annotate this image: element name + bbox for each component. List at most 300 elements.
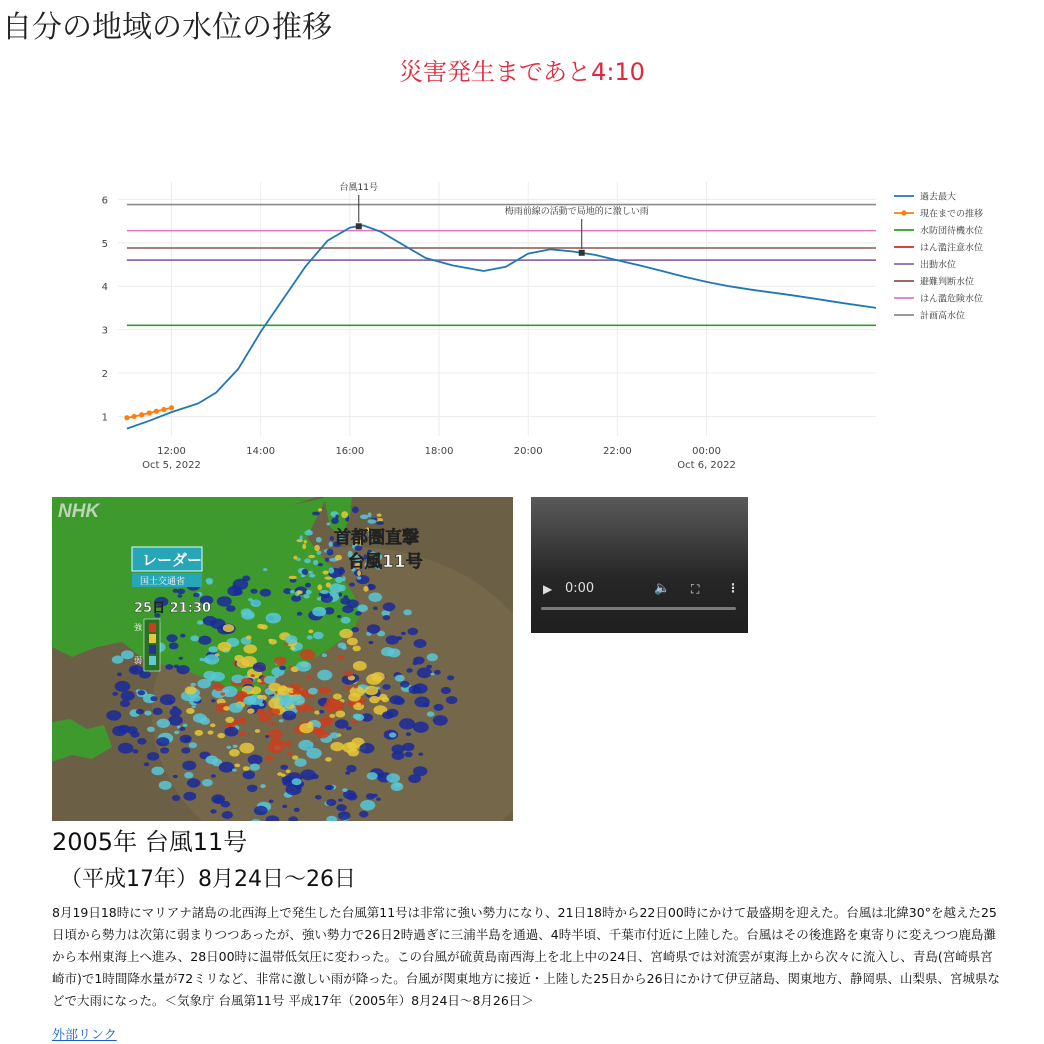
rain-echo	[315, 795, 322, 800]
rain-echo	[180, 634, 185, 638]
rain-echo	[383, 615, 390, 620]
rain-echo	[353, 685, 358, 688]
rain-echo	[223, 624, 234, 632]
rain-echo	[394, 697, 405, 705]
rain-echo	[160, 747, 169, 753]
rain-echo	[257, 695, 263, 699]
y-tick-label: 5	[101, 238, 108, 250]
rain-echo	[369, 696, 380, 703]
rain-echo	[326, 523, 330, 526]
rain-echo	[357, 604, 368, 612]
rain-echo	[183, 724, 188, 727]
radar-source-org: 国土交通省	[140, 577, 186, 587]
rain-echo	[433, 715, 448, 726]
rain-echo	[137, 738, 146, 745]
rain-echo	[225, 717, 234, 723]
rain-echo	[268, 729, 282, 739]
legend-label: 水防団待機水位	[920, 226, 984, 237]
rain-echo	[186, 708, 195, 714]
x-tick-label: 16:00	[335, 446, 365, 457]
rain-echo	[177, 665, 190, 674]
rain-echo	[313, 560, 318, 565]
rain-echo	[447, 675, 454, 680]
rain-echo	[337, 615, 341, 618]
rain-echo	[121, 650, 134, 659]
event-title: 2005年 台風11号	[52, 828, 248, 856]
rain-echo	[165, 664, 173, 670]
rain-echo	[197, 620, 203, 624]
rain-echo	[326, 698, 336, 705]
rain-echo	[190, 635, 199, 641]
rain-echo	[240, 731, 247, 736]
rain-echo	[227, 746, 232, 749]
rain-echo	[301, 769, 316, 780]
radar-source-label: レーダー	[142, 551, 203, 569]
rain-echo	[179, 657, 183, 660]
rain-echo	[193, 593, 200, 598]
rain-echo	[232, 768, 237, 771]
rain-echo	[246, 687, 252, 691]
rain-echo	[235, 764, 241, 768]
rain-echo	[367, 624, 380, 633]
water-level-chart[interactable]	[0, 150, 1000, 470]
rain-echo	[406, 668, 412, 672]
rain-echo	[199, 658, 204, 662]
rain-echo	[290, 647, 295, 651]
rain-echo	[317, 670, 332, 681]
rain-echo	[211, 774, 216, 778]
rain-echo	[307, 635, 313, 639]
rain-echo	[367, 519, 376, 523]
rain-echo	[181, 747, 190, 753]
y-tick-label: 1	[101, 412, 108, 424]
rain-echo	[341, 617, 351, 624]
rain-echo	[268, 742, 284, 753]
rain-echo	[427, 711, 435, 716]
x-tick-label: 14:00	[246, 446, 276, 457]
rain-echo	[359, 811, 368, 818]
rain-echo	[372, 794, 377, 798]
rain-echo	[304, 558, 311, 563]
event-period: （平成17年）8月24日〜26日	[60, 867, 356, 892]
rain-echo	[331, 518, 339, 524]
rain-echo	[117, 673, 122, 677]
rain-echo	[268, 683, 281, 692]
rain-echo	[418, 753, 423, 756]
rain-echo	[208, 646, 218, 653]
rain-echo	[198, 636, 211, 645]
rain-echo	[405, 752, 413, 758]
rain-echo	[392, 744, 405, 753]
rain-echo	[204, 654, 219, 664]
rain-echo	[318, 563, 323, 566]
rain-echo	[144, 762, 150, 766]
rain-echo	[368, 592, 382, 602]
legend-label: 過去最大	[920, 192, 957, 203]
rain-echo	[259, 714, 271, 723]
radar-caption-line2: 台風11号	[348, 552, 423, 572]
rain-echo	[335, 577, 343, 583]
rain-echo	[423, 703, 429, 707]
rain-echo	[153, 708, 163, 715]
rain-echo	[274, 657, 287, 666]
rain-echo	[409, 685, 421, 694]
rain-echo	[297, 612, 303, 616]
rain-echo	[151, 767, 164, 776]
rain-echo	[248, 755, 263, 765]
rain-echo	[150, 696, 157, 701]
rain-echo	[355, 702, 361, 706]
rain-echo	[330, 742, 344, 751]
rain-echo	[281, 774, 286, 777]
rain-echo	[403, 609, 412, 615]
rain-echo	[357, 576, 361, 579]
rain-echo	[347, 638, 358, 646]
rain-echo	[255, 729, 260, 733]
rain-echo	[363, 586, 368, 592]
rain-echo	[305, 583, 311, 588]
rain-echo	[279, 719, 284, 722]
series-line	[127, 225, 876, 428]
legend-label: 出動水位	[920, 260, 957, 271]
rain-echo	[400, 681, 410, 688]
rain-echo	[294, 808, 300, 812]
rain-echo	[250, 589, 257, 594]
rain-echo	[168, 715, 183, 725]
rain-echo	[377, 514, 382, 517]
rain-echo	[147, 752, 159, 761]
rain-echo	[383, 602, 396, 611]
rain-echo	[157, 719, 170, 728]
rain-echo	[138, 690, 146, 695]
rain-echo	[229, 703, 243, 713]
rain-echo	[268, 707, 280, 716]
rain-echo	[306, 590, 312, 595]
annotation-label: 台風11号	[339, 183, 379, 193]
rain-echo	[208, 730, 214, 734]
rain-echo	[233, 745, 238, 748]
rain-echo	[243, 771, 256, 780]
rain-echo	[218, 642, 232, 652]
rain-echo	[172, 706, 177, 710]
rain-echo	[179, 727, 185, 731]
rain-echo	[118, 725, 130, 733]
rain-echo	[211, 699, 216, 702]
rain-echo	[182, 761, 196, 771]
rain-echo	[317, 584, 322, 590]
rain-echo	[293, 556, 297, 560]
rain-echo	[329, 714, 335, 718]
rain-echo	[284, 643, 288, 646]
rain-echo	[247, 708, 254, 713]
rain-echo	[338, 799, 343, 802]
rain-echo	[250, 764, 260, 771]
x-tick-label: 12:00	[157, 446, 186, 457]
rain-echo	[345, 771, 350, 775]
rain-echo	[347, 742, 357, 749]
rain-echo	[335, 719, 349, 728]
rain-echo	[395, 675, 405, 682]
rain-echo	[136, 709, 144, 715]
rain-echo	[339, 593, 342, 597]
rain-echo	[327, 785, 334, 790]
volume-icon[interactable]: 🔈	[654, 581, 671, 596]
page-title: 自分の地域の水位の推移	[2, 10, 332, 45]
rain-echo	[210, 809, 216, 813]
rain-echo	[297, 590, 301, 595]
rain-echo	[115, 681, 131, 692]
rain-echo	[327, 549, 334, 556]
rain-echo	[399, 718, 415, 729]
rain-echo	[382, 711, 393, 719]
series-point	[147, 410, 152, 415]
rain-echo	[139, 670, 151, 678]
rain-echo	[243, 766, 250, 771]
rain-echo	[346, 765, 356, 772]
radar-legend-light	[149, 645, 156, 654]
rain-echo	[317, 551, 322, 555]
external-link[interactable]: 外部リンク	[52, 1028, 117, 1043]
rain-echo	[359, 743, 374, 754]
play-icon[interactable]: ▶	[543, 582, 553, 596]
rain-echo	[360, 515, 368, 520]
radar-map	[52, 497, 513, 821]
rain-echo	[356, 575, 369, 584]
rain-echo	[280, 765, 288, 770]
video-player[interactable]	[531, 497, 748, 633]
annotation-marker	[356, 223, 362, 229]
video-progress-bar[interactable]	[541, 607, 736, 610]
rain-echo	[251, 600, 262, 607]
rain-echo	[406, 732, 411, 736]
rain-echo	[308, 529, 311, 533]
rain-echo	[303, 594, 309, 598]
rain-echo	[319, 710, 324, 714]
rain-echo	[184, 737, 191, 742]
rain-echo	[308, 555, 315, 558]
rain-echo	[156, 737, 169, 746]
rain-echo	[130, 731, 139, 738]
rain-echo	[263, 568, 267, 571]
annotation-label: 梅雨前線の活動で局地的に激しい雨	[504, 207, 649, 217]
rain-echo	[173, 589, 179, 593]
rain-echo	[282, 711, 296, 721]
rain-echo	[302, 569, 308, 575]
rain-echo	[308, 688, 318, 695]
rain-echo	[308, 571, 313, 574]
rain-echo	[434, 704, 444, 711]
fullscreen-icon[interactable]: ⛶	[691, 582, 700, 596]
legend-label: はん濫注意水位	[920, 243, 984, 254]
rain-echo	[265, 755, 273, 760]
rain-echo	[120, 700, 130, 707]
rain-echo	[434, 670, 441, 675]
rain-echo	[342, 788, 347, 792]
rain-echo	[219, 762, 234, 773]
y-tick-label: 6	[101, 195, 108, 207]
rain-echo	[296, 786, 302, 790]
rain-echo	[309, 574, 315, 578]
rain-echo	[160, 694, 176, 705]
rain-echo	[177, 594, 182, 598]
rain-echo	[300, 649, 315, 660]
series-point	[169, 405, 174, 410]
rain-echo	[360, 800, 375, 811]
rain-echo	[346, 686, 351, 690]
rain-echo	[326, 799, 336, 806]
rain-echo	[246, 635, 252, 639]
rain-echo	[320, 590, 329, 594]
rain-echo	[312, 512, 320, 516]
rain-echo	[371, 672, 385, 681]
rain-echo	[401, 632, 406, 635]
rain-echo	[229, 749, 240, 757]
rain-echo	[260, 624, 267, 629]
rain-echo	[326, 582, 331, 587]
rain-echo	[342, 576, 345, 581]
rain-echo	[335, 711, 345, 718]
rain-echo	[147, 727, 155, 733]
rain-echo	[355, 611, 362, 616]
rain-echo	[191, 695, 201, 702]
rain-echo	[226, 605, 236, 612]
series-point	[139, 412, 144, 417]
series-point	[124, 415, 129, 420]
rain-echo	[222, 811, 233, 819]
more-options-icon[interactable]: ⋮	[727, 581, 739, 595]
rain-echo	[325, 558, 329, 562]
rain-echo	[349, 583, 355, 587]
rain-echo	[192, 705, 196, 708]
rain-echo	[296, 661, 311, 672]
rain-echo	[174, 731, 179, 735]
rain-echo	[260, 784, 266, 788]
rain-echo	[133, 749, 139, 753]
rain-echo	[290, 590, 295, 593]
rain-echo	[185, 686, 197, 694]
rain-echo	[353, 661, 367, 671]
rain-echo	[227, 586, 241, 596]
radar-legend-weak-label: 弱	[134, 656, 142, 665]
x-tick-label: 20:00	[513, 446, 543, 457]
rain-echo	[204, 671, 217, 680]
rain-echo	[427, 653, 438, 661]
rain-echo	[338, 811, 350, 820]
rain-echo	[316, 537, 322, 543]
rain-echo	[312, 607, 326, 617]
rain-echo	[281, 697, 285, 700]
rain-echo	[191, 683, 196, 687]
rain-echo	[353, 714, 361, 720]
rain-echo	[184, 772, 193, 778]
rain-echo	[314, 711, 320, 715]
rain-echo	[338, 569, 345, 575]
rain-echo	[236, 659, 249, 668]
rain-echo	[306, 748, 321, 759]
rain-echo	[183, 792, 196, 801]
rain-echo	[367, 772, 378, 780]
rain-echo	[206, 578, 214, 583]
rain-echo	[287, 752, 293, 756]
rain-echo	[413, 722, 429, 733]
rain-echo	[321, 724, 326, 728]
disaster-countdown: 災害発生まであと4:10	[399, 58, 645, 86]
radar-legend-weak	[149, 656, 156, 665]
rain-echo	[365, 686, 379, 696]
rain-echo	[388, 648, 401, 657]
rain-echo	[284, 741, 292, 747]
x-tick-label: 00:00	[692, 446, 721, 457]
rain-echo	[221, 692, 226, 695]
rain-echo	[341, 511, 348, 518]
rain-echo	[344, 595, 349, 598]
series-point	[131, 414, 136, 419]
rain-echo	[237, 718, 246, 724]
rain-echo	[269, 800, 274, 803]
rain-echo	[169, 642, 179, 649]
rain-echo	[353, 646, 361, 652]
rain-echo	[441, 687, 451, 694]
rain-echo	[144, 711, 151, 716]
rain-echo	[222, 686, 238, 697]
rain-echo	[348, 749, 359, 757]
rain-echo	[193, 713, 207, 723]
rain-echo	[314, 545, 320, 551]
rain-echo	[106, 710, 121, 720]
radar-legend-medium	[149, 634, 156, 643]
rain-echo	[417, 668, 432, 679]
rain-echo	[266, 613, 281, 624]
rain-echo	[304, 540, 307, 544]
series-point	[161, 407, 166, 412]
rain-echo	[348, 693, 360, 702]
rain-echo	[202, 779, 213, 786]
radar-legend-heavy	[149, 623, 156, 632]
rain-echo	[112, 656, 124, 664]
rain-echo	[376, 798, 381, 801]
rain-echo	[187, 778, 200, 787]
rain-echo	[112, 692, 118, 696]
rain-echo	[382, 684, 390, 690]
rain-echo	[286, 770, 291, 774]
typhoon-radar-image	[52, 497, 513, 821]
x-tick-date-label: Oct 5, 2022	[142, 460, 201, 470]
legend-label: 現在までの推移	[920, 209, 984, 220]
rain-echo	[325, 757, 332, 762]
rain-echo	[319, 687, 330, 695]
rain-echo	[224, 727, 238, 737]
rain-echo	[339, 629, 353, 639]
rain-echo	[293, 687, 304, 695]
rain-echo	[195, 730, 204, 736]
rain-echo	[381, 697, 389, 702]
rain-echo	[241, 610, 254, 619]
rain-echo	[270, 722, 275, 726]
broadcaster-logo: NHK	[58, 501, 100, 522]
rain-echo	[300, 535, 303, 541]
y-tick-label: 3	[101, 325, 108, 337]
series-point	[154, 409, 159, 414]
rain-echo	[342, 646, 347, 650]
rain-echo	[260, 589, 271, 597]
rain-echo	[197, 679, 211, 689]
rain-echo	[408, 774, 421, 783]
rain-echo	[368, 641, 373, 645]
rain-echo	[431, 673, 435, 676]
rain-echo	[239, 743, 254, 754]
y-tick-label: 2	[101, 369, 108, 381]
rain-echo	[206, 755, 219, 764]
